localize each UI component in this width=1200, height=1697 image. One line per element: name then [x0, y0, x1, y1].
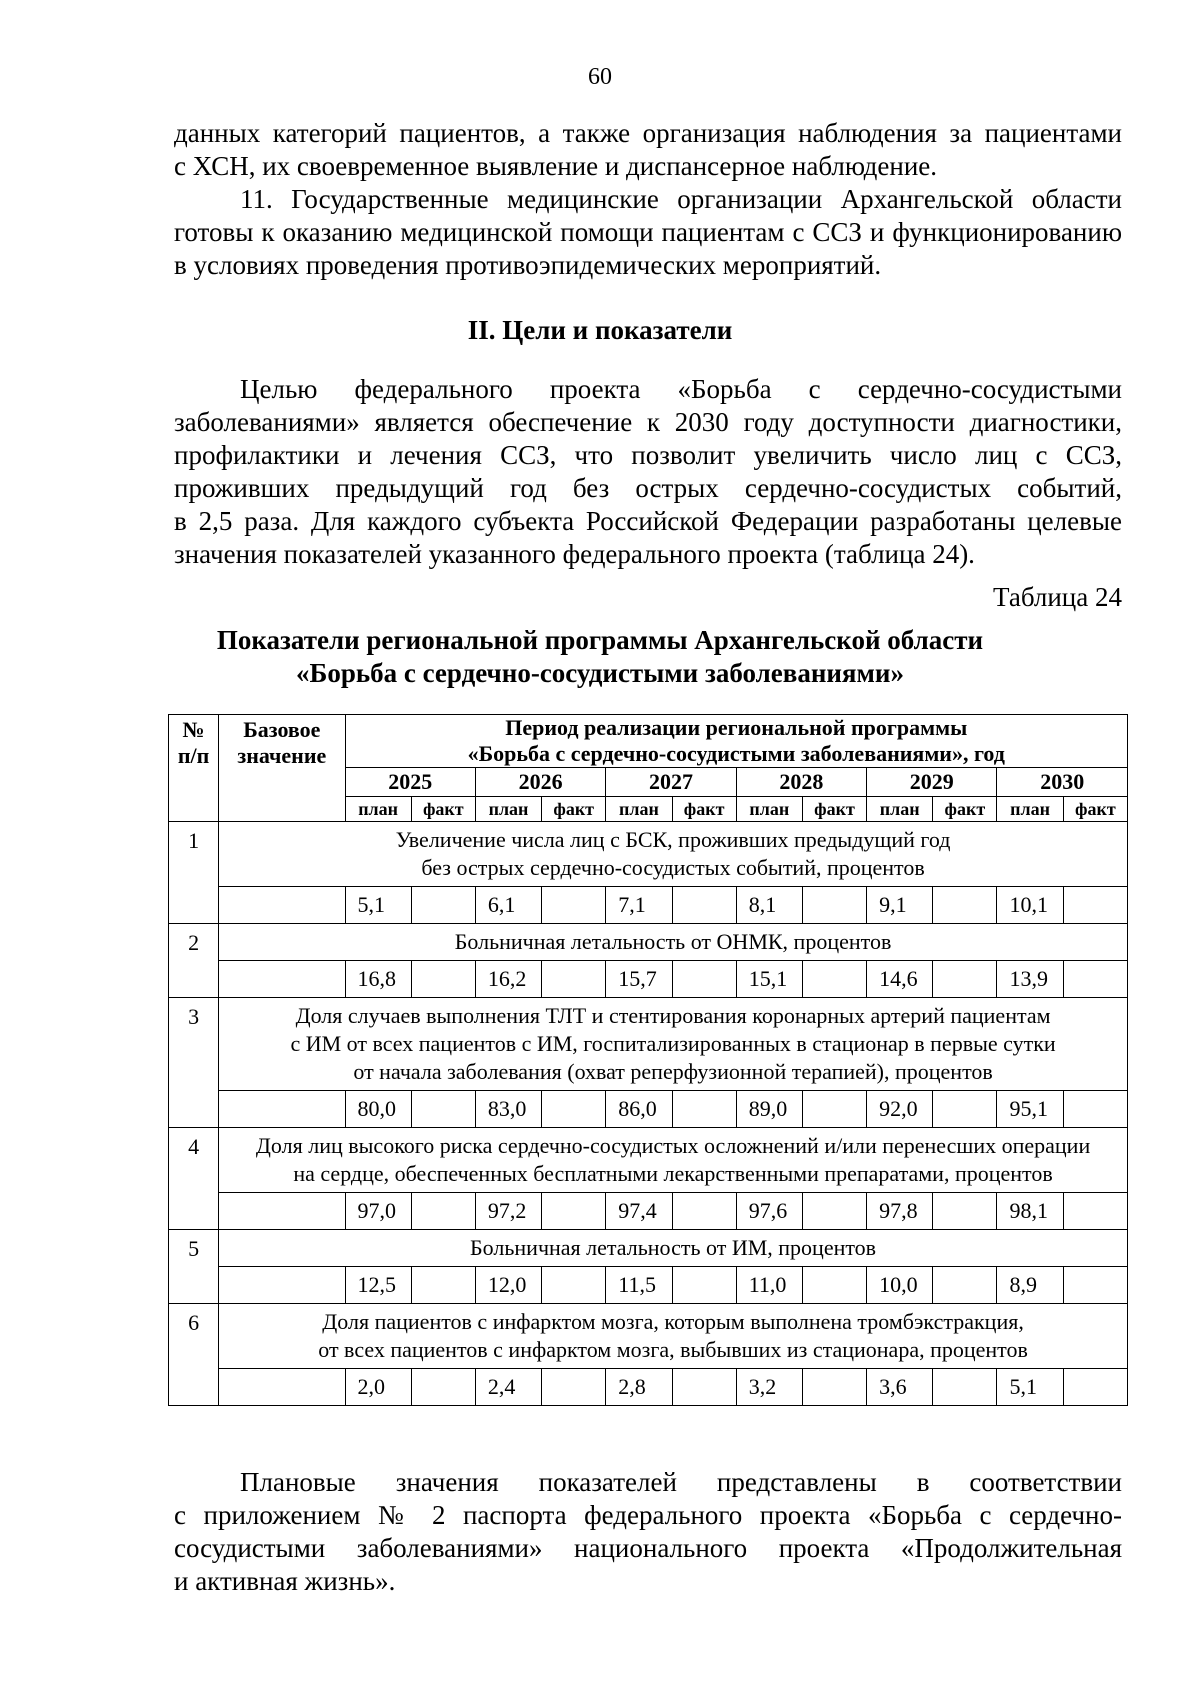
- plan-value: 10,0: [867, 1267, 933, 1304]
- plan-value: 5,1: [345, 887, 411, 924]
- indicator-row: [169, 1304, 1128, 1369]
- row-number: 3: [169, 998, 219, 1128]
- base-value-cell: [219, 887, 345, 924]
- row-number: 5: [169, 1230, 219, 1304]
- plan-header: план: [345, 797, 411, 822]
- text-line: значения показателей указанного федерального проекта (таблица 24).: [174, 539, 975, 569]
- fact-value: [542, 1091, 606, 1128]
- period-header: [345, 715, 1127, 768]
- plan-header: план: [867, 797, 933, 822]
- year-header: 2025: [345, 768, 475, 797]
- fact-value: [802, 961, 866, 998]
- fact-value: [672, 887, 736, 924]
- indicator-description: [219, 924, 1128, 961]
- year-header: 2027: [606, 768, 736, 797]
- fact-value: [672, 1369, 736, 1406]
- text-line: готовы к оказанию медицинской помощи пациентам с ССЗ и функционированию: [174, 217, 1122, 247]
- description-line: Больничная летальность от ОНМК, процентов: [454, 929, 892, 954]
- col-header-base: [219, 715, 345, 822]
- fact-value: [672, 961, 736, 998]
- plan-value: 16,8: [345, 961, 411, 998]
- description-line: от начала заболевания (охват реперфузионной терапией), процентов: [353, 1059, 993, 1084]
- year-header: 2030: [997, 768, 1128, 797]
- indicator-row: [169, 998, 1128, 1091]
- fact-value: [933, 961, 997, 998]
- plan-value: 2,4: [475, 1369, 541, 1406]
- fact-value: [1063, 1091, 1127, 1128]
- row-number: 4: [169, 1128, 219, 1230]
- plan-value: 86,0: [606, 1091, 672, 1128]
- plan-value: 92,0: [867, 1091, 933, 1128]
- plan-value: 10,1: [997, 887, 1063, 924]
- plan-value: 3,2: [736, 1369, 802, 1406]
- year-header: 2028: [736, 768, 866, 797]
- row-number: 2: [169, 924, 219, 998]
- period-header-line: Период реализации региональной программы: [505, 715, 968, 740]
- plan-value: 98,1: [997, 1193, 1063, 1230]
- row-number: 6: [169, 1304, 219, 1406]
- values-row: [169, 887, 1128, 924]
- plan-header: план: [736, 797, 802, 822]
- plan-value: 2,8: [606, 1369, 672, 1406]
- table-label: Таблица 24: [993, 582, 1122, 612]
- indicator-row: [169, 822, 1128, 887]
- fact-value: [411, 1369, 475, 1406]
- text-line: Целью федерального проекта «Борьба с сердечно-сосудистыми: [240, 374, 1122, 404]
- plan-value: 2,0: [345, 1369, 411, 1406]
- row-number: 1: [169, 822, 219, 924]
- indicator-description: [219, 1128, 1128, 1193]
- text-line: 11. Государственные медицинские организации Архангельской области: [240, 184, 1122, 214]
- table-title: [0, 624, 1200, 690]
- base-value-cell: [219, 961, 345, 998]
- description-line: на сердце, обеспеченных бесплатными лекарственными препаратами, процентов: [293, 1161, 1053, 1186]
- col-header-line: Базовое: [243, 717, 321, 742]
- plan-value: 15,7: [606, 961, 672, 998]
- fact-value: [933, 1369, 997, 1406]
- fact-value: [802, 1091, 866, 1128]
- text-line: с приложением № 2 паспорта федерального проекта «Борьба с сердечно-: [174, 1500, 1122, 1530]
- description-line: Увеличение числа лиц с БСК, проживших предыдущий год: [395, 827, 951, 852]
- plan-value: 83,0: [475, 1091, 541, 1128]
- text-line: в условиях проведения противоэпидемических мероприятий.: [174, 250, 882, 280]
- plan-header: план: [606, 797, 672, 822]
- fact-value: [1063, 887, 1127, 924]
- closing-paragraph: [174, 1466, 1122, 1598]
- fact-value: [411, 1267, 475, 1304]
- indicator-row: [169, 924, 1128, 961]
- plan-value: 11,0: [736, 1267, 802, 1304]
- text-line: и активная жизнь».: [174, 1566, 396, 1596]
- base-value-cell: [219, 1267, 345, 1304]
- table-title-line: «Борьба с сердечно-сосудистыми заболеваниями»: [295, 658, 904, 688]
- plan-value: 7,1: [606, 887, 672, 924]
- plan-value: 97,2: [475, 1193, 541, 1230]
- text-line: Плановые значения показателей представлены в соответствии: [240, 1467, 1122, 1497]
- fact-value: [542, 887, 606, 924]
- plan-value: 5,1: [997, 1369, 1063, 1406]
- plan-value: 9,1: [867, 887, 933, 924]
- page-number: 60: [588, 64, 612, 90]
- fact-value: [933, 1193, 997, 1230]
- fact-value: [542, 961, 606, 998]
- description-line: Больничная летальность от ИМ, процентов: [470, 1235, 877, 1260]
- plan-header: план: [475, 797, 541, 822]
- intro-paragraph: [174, 117, 1122, 183]
- values-row: [169, 1091, 1128, 1128]
- plan-value: 95,1: [997, 1091, 1063, 1128]
- fact-value: [933, 887, 997, 924]
- indicator-description: [219, 822, 1128, 887]
- item-11-paragraph: [174, 183, 1122, 282]
- fact-value: [542, 1369, 606, 1406]
- fact-value: [802, 1369, 866, 1406]
- description-line: с ИМ от всех пациентов с ИМ, госпитализированных в стационар в первые сутки: [290, 1031, 1056, 1056]
- values-row: [169, 961, 1128, 998]
- indicator-row: [169, 1128, 1128, 1193]
- plan-value: 8,9: [997, 1267, 1063, 1304]
- fact-value: [1063, 1193, 1127, 1230]
- base-value-cell: [219, 1091, 345, 1128]
- plan-value: 80,0: [345, 1091, 411, 1128]
- plan-value: 14,6: [867, 961, 933, 998]
- fact-value: [542, 1193, 606, 1230]
- text-line: заболеваниями» является обеспечение к 2030 году доступности диагностики,: [174, 407, 1122, 437]
- fact-value: [672, 1267, 736, 1304]
- plan-value: 13,9: [997, 961, 1063, 998]
- fact-value: [411, 1091, 475, 1128]
- plan-value: 97,4: [606, 1193, 672, 1230]
- indicator-description: [219, 1230, 1128, 1267]
- fact-value: [933, 1091, 997, 1128]
- plan-value: 12,0: [475, 1267, 541, 1304]
- indicators-table: [168, 714, 1128, 1406]
- fact-value: [672, 1193, 736, 1230]
- fact-value: [1063, 1267, 1127, 1304]
- fact-header: факт: [802, 797, 866, 822]
- plan-value: 6,1: [475, 887, 541, 924]
- base-value-cell: [219, 1369, 345, 1406]
- col-header-line: значение: [237, 743, 327, 768]
- table-title-line: Показатели региональной программы Архангельской области: [216, 625, 984, 655]
- col-header-number: [169, 715, 219, 822]
- plan-value: 97,8: [867, 1193, 933, 1230]
- description-line: Доля пациентов с инфарктом мозга, которым выполнена тромбэкстракция,: [322, 1309, 1024, 1334]
- fact-value: [802, 1267, 866, 1304]
- plan-value: 12,5: [345, 1267, 411, 1304]
- fact-header: факт: [672, 797, 736, 822]
- indicator-description: [219, 1304, 1128, 1369]
- plan-value: 15,1: [736, 961, 802, 998]
- fact-value: [411, 1193, 475, 1230]
- fact-value: [542, 1267, 606, 1304]
- fact-value: [672, 1091, 736, 1128]
- text-line: проживших предыдущий год без острых сердечно-сосудистых событий,: [174, 473, 1122, 503]
- fact-value: [411, 887, 475, 924]
- base-value-cell: [219, 1193, 345, 1230]
- description-line: от всех пациентов с инфарктом мозга, выбывших из стационара, процентов: [318, 1337, 1028, 1362]
- plan-value: 89,0: [736, 1091, 802, 1128]
- section-title: II. Цели и показатели: [467, 315, 733, 345]
- plan-value: 16,2: [475, 961, 541, 998]
- year-header: 2026: [475, 768, 605, 797]
- fact-header: факт: [411, 797, 475, 822]
- text-line: сосудистыми заболеваниями» национального проекта «Продолжительная: [174, 1533, 1122, 1563]
- text-line: профилактики и лечения ССЗ, что позволит увеличить число лиц с ССЗ,: [174, 440, 1122, 470]
- description-line: без острых сердечно-сосудистых событий, процентов: [421, 855, 925, 880]
- plan-value: 11,5: [606, 1267, 672, 1304]
- values-row: [169, 1369, 1128, 1406]
- values-row: [169, 1193, 1128, 1230]
- col-header-line: п/п: [177, 743, 210, 768]
- fact-value: [411, 961, 475, 998]
- indicator-row: [169, 1230, 1128, 1267]
- values-row: [169, 1267, 1128, 1304]
- period-header-line: «Борьба с сердечно-сосудистыми заболеваниями», год: [467, 741, 1005, 766]
- fact-value: [1063, 961, 1127, 998]
- fact-header: факт: [542, 797, 606, 822]
- text-line: данных категорий пациентов, а также организация наблюдения за пациентами: [174, 118, 1122, 148]
- col-header-line: №: [182, 717, 205, 742]
- plan-value: 97,6: [736, 1193, 802, 1230]
- fact-value: [933, 1267, 997, 1304]
- goal-paragraph: [174, 373, 1122, 571]
- plan-value: 8,1: [736, 887, 802, 924]
- text-line: с ХСН, их своевременное выявление и диспансерное наблюдение.: [174, 151, 938, 181]
- fact-value: [802, 887, 866, 924]
- plan-value: 97,0: [345, 1193, 411, 1230]
- description-line: Доля случаев выполнения ТЛТ и стентирования коронарных артерий пациентам: [295, 1003, 1051, 1028]
- text-line: в 2,5 раза. Для каждого субъекта Российской Федерации разработаны целевые: [174, 506, 1122, 536]
- fact-value: [802, 1193, 866, 1230]
- indicator-description: [219, 998, 1128, 1091]
- fact-header: факт: [933, 797, 997, 822]
- plan-value: 3,6: [867, 1369, 933, 1406]
- fact-value: [1063, 1369, 1127, 1406]
- year-header: 2029: [867, 768, 997, 797]
- fact-header: факт: [1063, 797, 1127, 822]
- plan-header: план: [997, 797, 1063, 822]
- description-line: Доля лиц высокого риска сердечно-сосудистых осложнений и/или перенесших операции: [255, 1133, 1091, 1158]
